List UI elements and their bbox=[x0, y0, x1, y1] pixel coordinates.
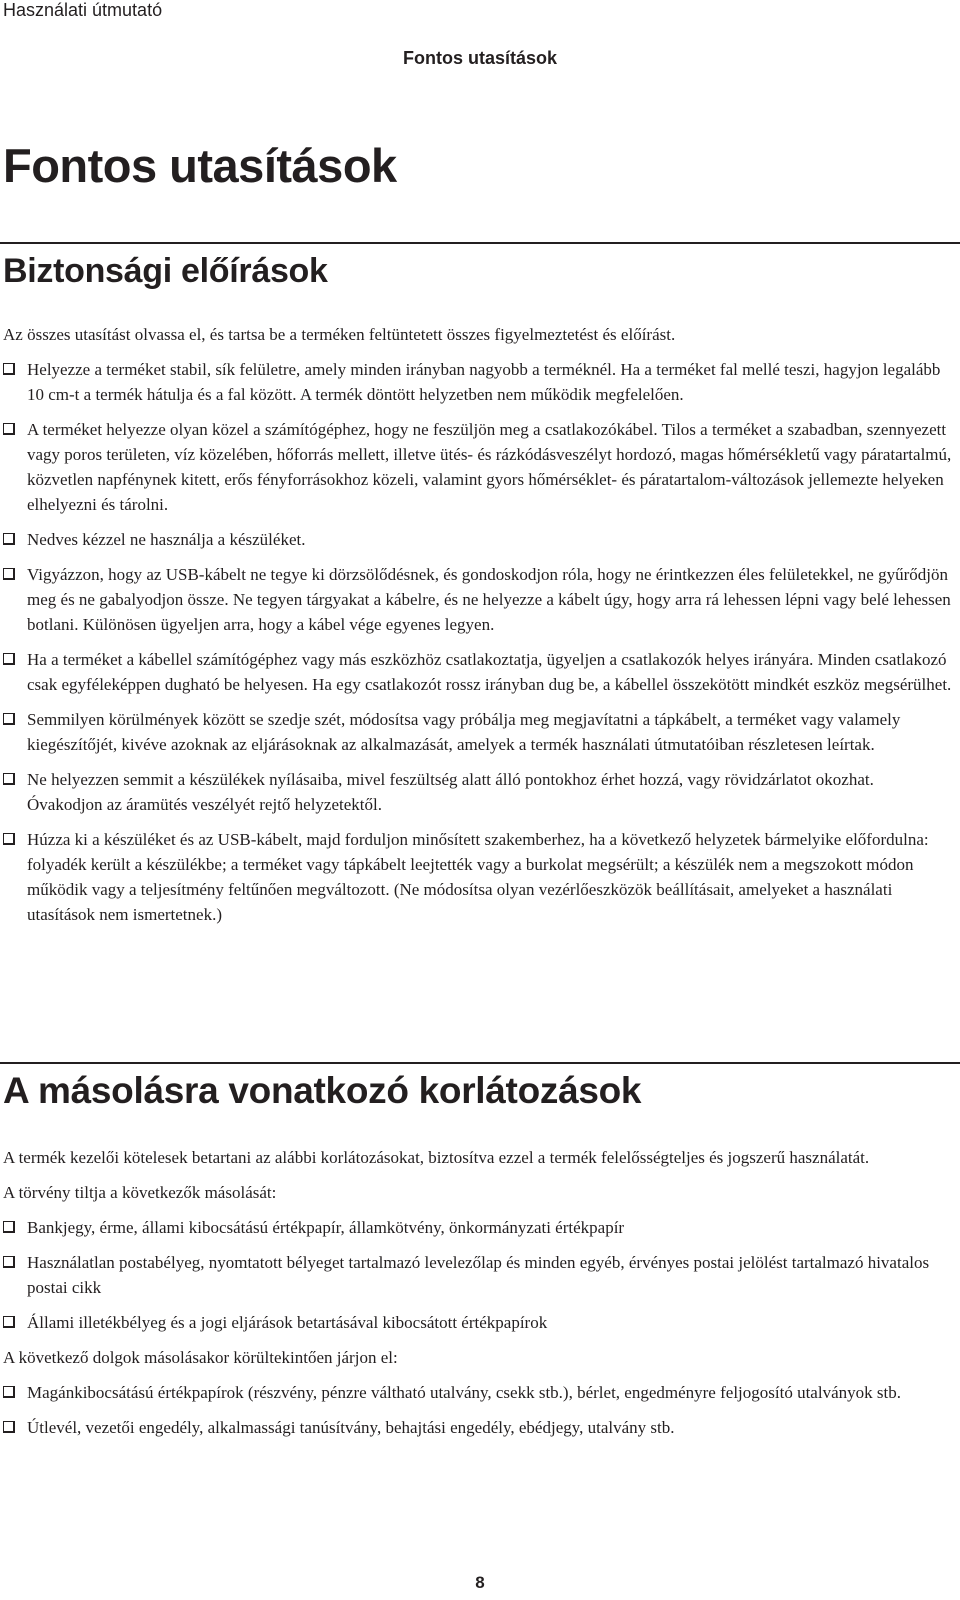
checkbox-bullet-icon bbox=[3, 533, 15, 545]
list-item: Semmilyen körülmények között se szedje szét, módosítsa vagy próbálja meg megjavítatni a tápkábelt, a terméket vagy valamely kiegészítőjét, kivéve azoknak az eljárásoknak az alkalmazását, amelyek a termék használati útmutatóiban részletesen leírtak. bbox=[0, 707, 953, 757]
list-item: Használatlan postabélyeg, nyomtatott bélyeget tartalmazó levelezőlap és minden egyéb, érvényes postai jelölést tartalmazó hivatalos postai cikk bbox=[0, 1250, 953, 1300]
list-item: Magánkibocsátású értékpapírok (részvény, pénzre váltható utalvány, csekk stb.), bérlet, engedményre feljogosító utalványok stb. bbox=[0, 1380, 953, 1405]
checkbox-bullet-icon bbox=[3, 1221, 15, 1233]
list-item: A terméket helyezze olyan közel a számítógéphez, hogy ne feszüljön meg a csatlakozókábel. Tilos a terméket a szabadban, szennyezett vagy poros területen, víz közelében, hőforrás mellett, illetve ütés- és rázkódásveszélyt hordozó, magas hőmérsékletű vagy páratartalmú, közvetlen napfénynek kitett, erős fényforrásokhoz közeli, valamint gyors hőmérséklet- és páratartalom-változások jellemezte helyeken elhelyezni és tárolni. bbox=[0, 417, 953, 517]
running-section-title: Fontos utasítások bbox=[402, 48, 558, 68]
checkbox-bullet-icon bbox=[3, 568, 15, 580]
checkbox-bullet-icon bbox=[3, 1386, 15, 1398]
checkbox-bullet-icon bbox=[3, 1256, 15, 1268]
safety-list bbox=[0, 357, 960, 927]
list-item: Vigyázzon, hogy az USB-kábelt ne tegye ki dörzsölődésnek, és gondoskodjon róla, hogy ne érintkezzen éles felületekkel, ne gyűrődjön meg és ne gabalyodjon össze. Ne tegyen tárgyakat a kábelre, és ne helyezze a kábelt úgy, hogy arra rá lehessen lépni vagy belé lehessen botlani. Különösen ügyeljen arra, hogy a kábel vége egyenes legyen. bbox=[0, 562, 953, 637]
page-number: 8 bbox=[475, 1573, 485, 1592]
list-item: Ha a terméket a kábellel számítógéphez vagy más eszközhöz csatlakoztatja, ügyeljen a csatlakozók helyes irányára. Minden csatlakozó csak egyféleképpen dugható be helyesen. Ha egy csatlakozót rossz irányban dug be, a kábellel összekötött mindkét eszköz megsérülhet. bbox=[0, 647, 953, 697]
checkbox-bullet-icon bbox=[3, 653, 15, 665]
chapter-title: Fontos utasítások bbox=[3, 139, 397, 192]
list-item: Ne helyezzen semmit a készülékek nyílásaiba, mivel feszültség alatt álló pontokhoz érhet hozzá, vagy rövidzárlatot okozhat. Óvakodjon az áramütés veszélyét rejtő helyzetektől. bbox=[0, 767, 953, 817]
caution-list bbox=[0, 1380, 960, 1440]
copying-intro: A termék kezelői kötelesek betartani az alábbi korlátozásokat, biztosítva ezzel a termék felelősségteljes és jogszerű használatát. bbox=[3, 1148, 870, 1167]
checkbox-bullet-icon bbox=[3, 423, 15, 435]
checkbox-bullet-icon bbox=[3, 1316, 15, 1328]
list-item: Húzza ki a készüléket és az USB-kábelt, majd forduljon minősített szakemberhez, ha a következő helyzetek bármelyike előfordulna: folyadék került a készülékbe; a terméket vagy tápkábelt leejtették vagy a burkolat megsérült; a készülék nem a megszokott módon működik vagy a teljesítmény feltűnően megváltozott. (Ne módosítsa olyan vezérlőeszközök beállításait, amelyeket a használati utasítások nem ismertetnek.) bbox=[0, 827, 953, 927]
checkbox-bullet-icon bbox=[3, 1421, 15, 1433]
checkbox-bullet-icon bbox=[3, 363, 15, 375]
checkbox-bullet-icon bbox=[3, 713, 15, 725]
prohibited-label: A törvény tiltja a következők másolását: bbox=[3, 1183, 277, 1202]
section-divider-copying bbox=[0, 1062, 960, 1064]
copying-section bbox=[0, 1145, 960, 1450]
running-header-title: Használati útmutató bbox=[3, 0, 163, 20]
list-item: Bankjegy, érme, állami kibocsátású értékpapír, államkötvény, önkormányzati értékpapír bbox=[0, 1215, 953, 1240]
checkbox-bullet-icon bbox=[3, 833, 15, 845]
list-item: Állami illetékbélyeg és a jogi eljárások betartásával kibocsátott értékpapírok bbox=[0, 1310, 953, 1335]
list-item: Útlevél, vezetői engedély, alkalmassági tanúsítvány, behajtási engedély, ebédjegy, utalvány stb. bbox=[0, 1415, 953, 1440]
safety-intro: Az összes utasítást olvassa el, és tartsa be a terméken feltüntetett összes figyelmeztetést és előírást. bbox=[3, 325, 676, 344]
checkbox-bullet-icon bbox=[3, 773, 15, 785]
safety-heading: Biztonsági előírások bbox=[3, 252, 328, 290]
section-divider-safety bbox=[0, 242, 960, 244]
list-item: Nedves kézzel ne használja a készüléket. bbox=[0, 527, 953, 552]
safety-section bbox=[0, 322, 960, 937]
copying-heading: A másolásra vonatkozó korlátozások bbox=[3, 1070, 642, 1111]
caution-label: A következő dolgok másolásakor körültekintően járjon el: bbox=[3, 1348, 398, 1367]
list-item: Helyezze a terméket stabil, sík felületre, amely minden irányban nagyobb a terméknél. Ha a terméket fal mellé teszi, hagyjon legalább 10 cm-t a termék hátulja és a fal között. A termék döntött helyzetben nem működik megfelelően. bbox=[0, 357, 953, 407]
prohibited-list bbox=[0, 1215, 960, 1335]
